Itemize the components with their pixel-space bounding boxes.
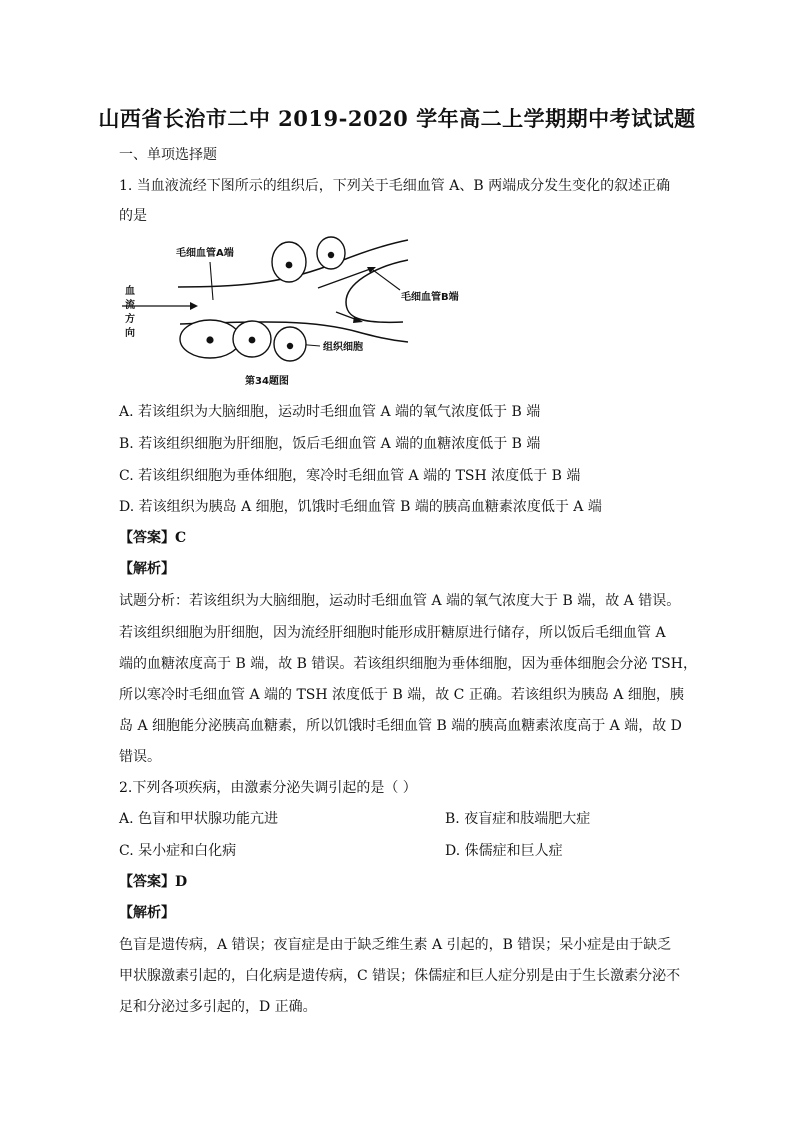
capillary-branch: [346, 260, 408, 322]
label-flow-1: 血: [125, 286, 135, 297]
tissue-cell: [317, 237, 345, 269]
leader-b: [373, 270, 400, 290]
tissue-cell: [272, 242, 306, 282]
q2-analysis-line: 足和分泌过多引起的，D 正确。: [119, 999, 317, 1015]
q1-option-c: C. 若该组织细胞为垂体细胞，寒冷时毛细血管 A 端的 TSH 浓度低于 B 端: [119, 468, 581, 484]
label-flow-2: 流: [125, 300, 135, 311]
q1-analysis-line: 错误。: [119, 749, 161, 765]
q2-option-c: C. 呆小症和白化病: [119, 843, 237, 859]
q2-analysis-label: 【解析】: [119, 905, 175, 921]
section-heading: 一、单项选择题: [119, 147, 217, 163]
tissue-cell: [180, 320, 240, 358]
label-capillary-a: 毛细血管A端: [176, 248, 234, 259]
inner-arrow-top: [318, 267, 376, 288]
tissue-cell: [233, 321, 271, 357]
q1-stem-line-2: 的是: [119, 208, 147, 224]
q1-option-b: B. 若该组织细胞为肝细胞，饭后毛细血管 A 端的血糖浓度低于 B 端: [119, 436, 541, 452]
capillary-diagram: [118, 232, 478, 392]
label-flow-4: 向: [125, 328, 135, 339]
label-tissue: 组织细胞: [323, 342, 363, 353]
q2-option-d: D. 侏儒症和巨人症: [445, 843, 563, 859]
q1-analysis-line: 岛 A 细胞能分泌胰高血糖素，所以饥饿时毛细血管 B 端的胰高血糖素浓度高于 A 端，故 D: [119, 718, 682, 734]
q2-option-b: B. 夜盲症和肢端肥大症: [445, 811, 591, 827]
q2-answer: 【答案】D: [119, 874, 188, 890]
tissue-cell: [274, 327, 306, 361]
q1-answer: 【答案】C: [119, 530, 187, 546]
q2-option-a: A. 色盲和甲状腺功能亢进: [119, 811, 279, 827]
page-title: 山西省长治市二中 2019-2020 学年高二上学期期中考试试题: [98, 106, 696, 131]
q1-option-a: A. 若该组织为大脑细胞，运动时毛细血管 A 端的氧气浓度低于 B 端: [119, 404, 541, 420]
q1-option-d: D. 若该组织为胰岛 A 细胞，饥饿时毛细血管 B 端的胰高血糖素浓度低于 A 端: [119, 499, 602, 515]
q1-analysis-line: 端的血糖浓度高于 B 端，故 B 错误。若该组织细胞为垂体细胞，因为垂体细胞会分泌 TSH，: [119, 656, 697, 672]
q2-analysis-line: 色盲是遗传病，A 错误；夜盲症是由于缺乏维生素 A 引起的，B 错误；呆小症是由于缺乏: [119, 937, 672, 953]
q1-analysis-line: 试题分析：若该组织为大脑细胞，运动时毛细血管 A 端的氧气浓度大于 B 端，故 A 错误。: [119, 593, 681, 609]
q1-stem-line-1: 1. 当血液流经下图所示的组织后，下列关于毛细血管 A、B 两端成分发生变化的叙述正确: [119, 178, 671, 194]
figure-caption: 第34题图: [245, 376, 289, 387]
q1-analysis-label: 【解析】: [119, 561, 175, 577]
leader-a: [210, 262, 213, 300]
q1-analysis-line: 所以寒冷时毛细血管 A 端的 TSH 浓度低于 B 端，故 C 正确。若该组织为胰岛 A 细胞，胰: [119, 687, 684, 703]
label-capillary-b: 毛细血管B端: [401, 292, 459, 303]
label-flow-3: 方: [125, 314, 135, 325]
q1-analysis-line: 若该组织细胞为肝细胞，因为流经肝细胞时能形成肝糖原进行储存，所以饭后毛细血管 A: [119, 625, 666, 641]
q2-analysis-line: 甲状腺激素引起的，白化病是遗传病，C 错误；侏儒症和巨人症分别是由于生长激素分泌不: [119, 968, 681, 984]
q2-stem: 2.下列各项疾病，由激素分泌失调引起的是（ ）: [119, 780, 417, 796]
